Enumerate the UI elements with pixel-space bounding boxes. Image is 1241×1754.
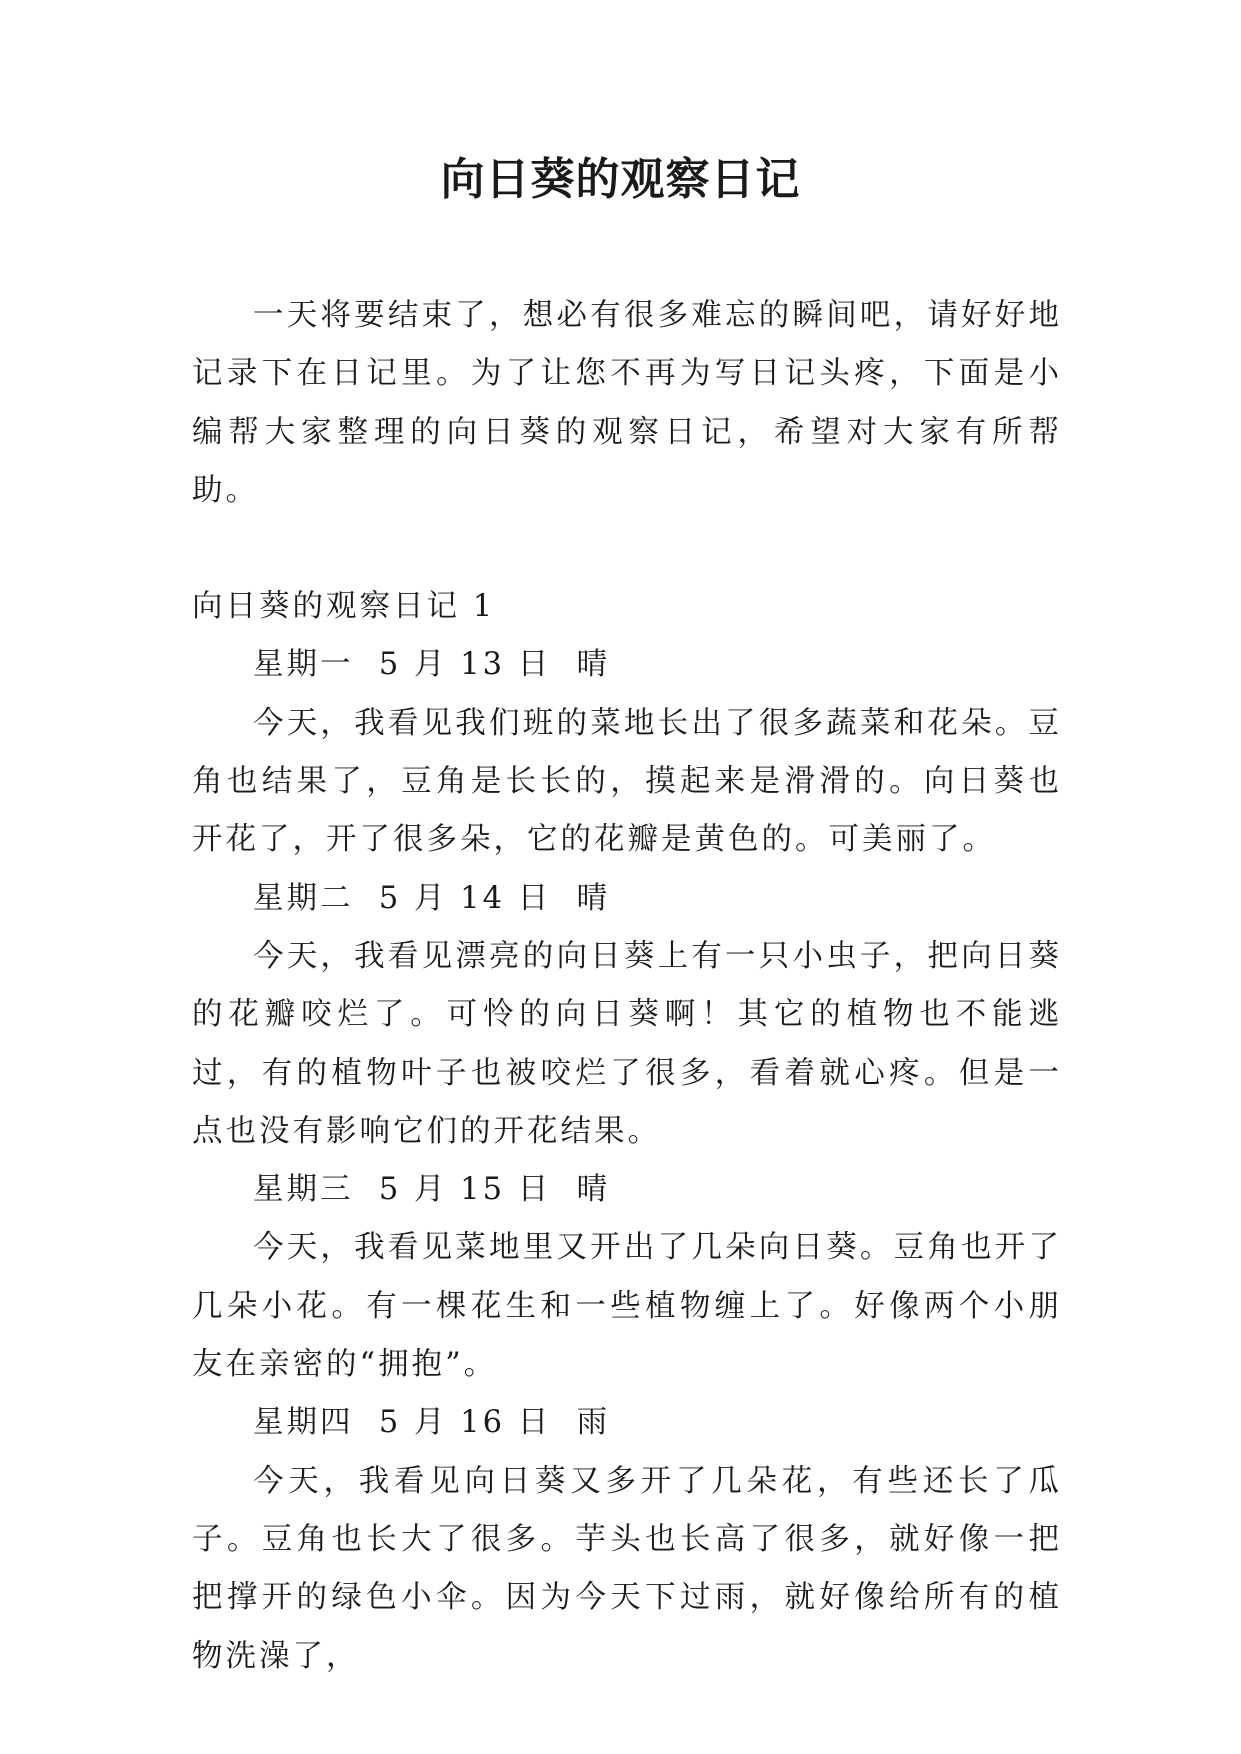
- entry-text: 今天，我看见我们班的菜地长出了很多蔬菜和花朵。豆角也结果了，豆角是长长的，摸起来是滑滑的。向日葵也开花了，开了很多朵，它的花瓣是黄色的。可美丽了。: [192, 705, 1062, 858]
- entry-text: 今天，我看见菜地里又开出了几朵向日葵。豆角也开了几朵小花。有一棵花生和一些植物缠上了。好像两个小朋友在亲密的“拥抱”。: [192, 1230, 1062, 1383]
- entry-date: 星期三 5 月 15 日 晴: [253, 1172, 611, 1208]
- entry-date: 星期一 5 月 13 日 晴: [253, 647, 611, 683]
- entry-text: 今天，我看见向日葵又多开了几朵花，有些还长了瓜子。豆角也长大了很多。芋头也长高了很多，就好像一把把撑开的绿色小伞。因为今天下过雨，就好像给所有的植物洗澡了，: [192, 1463, 1062, 1674]
- section-heading: 向日葵的观察日记 1: [192, 589, 496, 625]
- entry-date: 星期四 5 月 16 日 雨: [253, 1405, 611, 1441]
- document-body: [192, 287, 1062, 1686]
- entry-date: 星期二 5 月 14 日 晴: [253, 880, 611, 916]
- paragraph-spacer: [192, 520, 1062, 578]
- intro-paragraph: 一天将要结束了，想必有很多难忘的瞬间吧，请好好地记录下在日记里。为了让您不再为写日记头疼，下面是小编帮大家整理的向日葵的观察日记，希望对大家有所帮助。: [192, 298, 1062, 508]
- page-title: 向日葵的观察日记: [440, 154, 801, 205]
- entry-text: 今天，我看见漂亮的向日葵上有一只小虫子，把向日葵的花瓣咬烂了。可怜的向日葵啊！其它的植物也不能逃过，有的植物叶子也被咬烂了很多，看着就心疼。但是一点也没有影响它们的开花结果。: [192, 938, 1062, 1149]
